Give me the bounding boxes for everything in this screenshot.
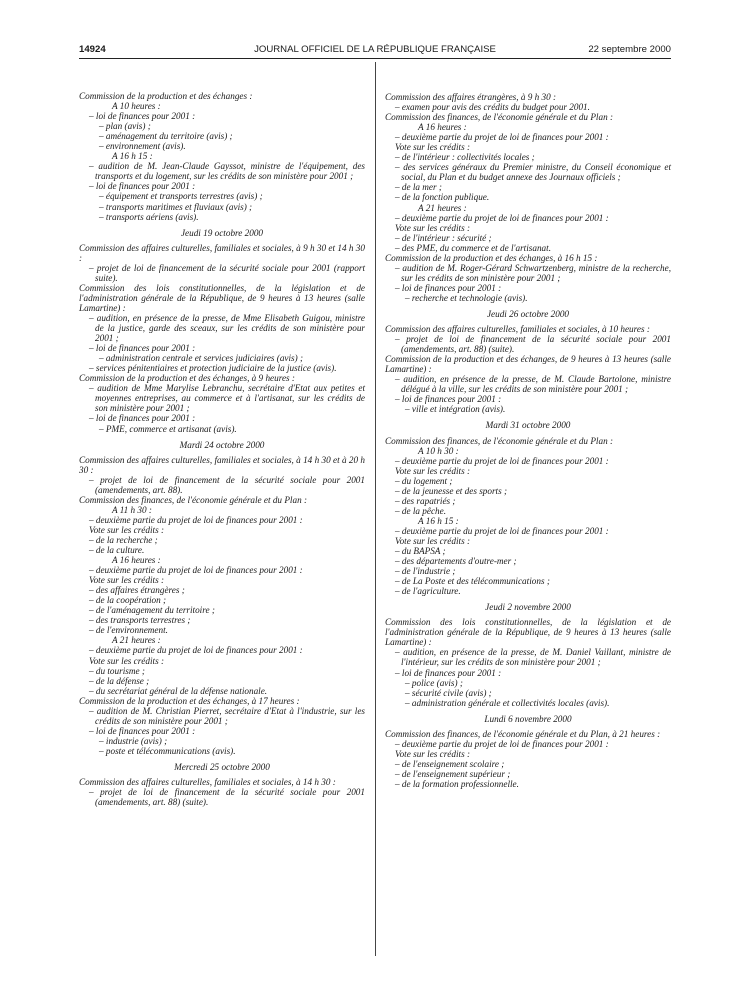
list-item: – de l'enseignement supérieur ; [395,768,511,779]
paragraph: Commission des finances, de l'économie générale et du Plan : [385,435,614,446]
time-heading: A 16 heures : [112,555,161,566]
date-heading: Mercredi 25 octobre 2000 [174,762,270,772]
list-item: – audition de M. Christian Pierret, secrétaire d'Etat à l'industrie, sur les crédits de son ministère pour 2001 ; [89,705,365,726]
list-item: Vote sur les crédits : [395,222,471,233]
paragraph: Commission des lois constitutionnelles, de la législation et de l'administration générale de la République, de 9 heures à 13 heures (salle Lamartine) : [79,282,365,313]
paragraph: Commission de la production et des échanges, de 9 heures à 13 heures (salle Lamartine) : [385,354,671,375]
list-item: – de l'intérieur : sécurité ; [395,232,492,243]
list-item: – projet de loi de financement de la sécurité sociale pour 2001 (rapport suite). [89,262,365,283]
list-item: – du secrétariat général de la défense nationale. [89,685,268,696]
page-number: 14924 [79,44,106,55]
list-item: – de l'aménagement du territoire ; [89,605,215,616]
list-item: – audition de M. Roger-Gérard Schwartzenberg, ministre de la recherche, sur les crédits de son ministère pour 2001 ; [395,262,671,283]
date-heading: Mardi 31 octobre 2000 [485,420,571,431]
list-item: – de l'agriculture. [395,586,461,597]
list-item: Vote sur les crédits : [395,142,471,153]
list-item: – loi de finances pour 2001 : [89,725,196,736]
sub-list-item: – police (avis) ; [405,677,463,688]
time-heading: A 16 heures : [418,122,467,133]
time-heading: A 16 h 15 : [112,151,153,162]
sub-list-item: – équipement et transports terrestres (avis) ; [99,191,263,202]
list-item: – des transports terrestres ; [89,615,191,626]
paragraph: Commission des finances, de l'économie générale et du Plan : [79,494,308,505]
list-item: Vote sur les crédits : [89,655,165,666]
list-item: – audition, en présence de la presse, de M. Claude Bartolone, ministre délégué à la ville, sur les crédits de son ministère pour 2001 ; [395,374,671,395]
issue-date: 22 septembre 2000 [588,44,671,55]
paragraph: Commission des affaires étrangères, à 9 h 30 : [385,92,557,102]
list-item: – de la fonction publique. [395,192,490,203]
list-item: – du logement ; [395,475,453,486]
paragraph: Commission de la production et des échanges, à 9 heures : [79,373,295,384]
date-heading: Lundi 6 novembre 2000 [484,713,572,724]
list-item: – de l'environnement. [89,625,168,636]
header-rule [79,58,671,59]
list-item: – des PME, du commerce et de l'artisanat. [395,242,551,253]
list-item: – projet de loi de financement de la sécurité sociale pour 2001 (amendements, art. 88). [89,474,365,495]
list-item: – de la recherche ; [89,534,158,545]
list-item: – de la mer ; [395,182,442,193]
list-item: – des affaires étrangères ; [89,585,185,596]
sub-list-item: – aménagement du territoire (avis) ; [99,131,233,142]
list-item: Vote sur les crédits : [89,524,165,535]
list-item: – loi de finances pour 2001 : [395,282,502,293]
list-item: – de la coopération ; [89,595,167,606]
list-item: – examen pour avis des crédits du budget pour 2001. [395,102,590,113]
list-item: Vote sur les crédits : [395,748,471,759]
list-item: – de l'intérieur : collectivités locales ; [395,152,535,163]
list-item: – des rapatriés ; [395,495,456,506]
list-item: – loi de finances pour 2001 : [395,394,502,405]
paragraph: Commission des lois constitutionnelles, de la législation et de l'administration générale de la République, de 9 heures à 13 heures (salle Lamartine) : [385,617,671,648]
paragraph: Commission des affaires culturelles, familiales et sociales, à 10 heures : [385,324,650,335]
list-item: – deuxième partie du projet de loi de finances pour 2001 : [395,738,609,749]
sub-list-item: – industrie (avis) ; [99,735,168,746]
paragraph: Commission des finances, de l'économie générale et du Plan : [385,112,614,123]
list-item: – projet de loi de financement de la sécurité sociale pour 2001 (amendements, art. 88) (suite). [89,787,365,808]
sub-list-item: – recherche et technologie (avis). [405,292,528,303]
paragraph: Commission de la production et des échanges, à 17 heures : [79,695,300,706]
list-item: – deuxième partie du projet de loi de finances pour 2001 : [89,645,303,656]
column-divider [375,62,376,956]
list-item: – deuxième partie du projet de loi de finances pour 2001 : [89,565,303,576]
paragraph: Commission des affaires culturelles, familiales et sociales, à 9 h 30 et 14 h 30 : [79,242,365,263]
sub-list-item: – poste et télécommunications (avis). [99,745,236,756]
sub-list-item: – sécurité civile (avis) ; [405,687,492,698]
date-heading: Jeudi 19 octobre 2000 [180,227,264,238]
time-heading: A 10 h 30 : [418,445,459,456]
list-item: Vote sur les crédits : [89,575,165,586]
list-item: – de la défense ; [89,675,150,686]
time-heading: A 21 heures : [418,202,467,213]
sub-list-item: – PME, commerce et artisanat (avis). [99,423,237,434]
paragraph: Commission de la production et des échanges : [79,91,253,101]
list-item: Vote sur les crédits : [395,465,471,476]
list-item: – de La Poste et des télécommunications ; [395,576,550,587]
list-item: – des services généraux du Premier ministre, du Conseil économique et social, du Plan et du budget annexe des Journaux officiels ; [395,162,671,183]
list-item: – loi de finances pour 2001 : [395,667,502,678]
left-column [79,91,365,807]
date-heading: Jeudi 26 octobre 2000 [486,308,570,319]
time-heading: A 11 h 30 : [112,504,152,515]
list-item: – projet de loi de financement de la sécurité sociale pour 2001 (amendements, art. 88) (suite). [395,334,671,355]
sub-list-item: – transports maritimes et fluviaux (avis) ; [99,201,253,212]
date-heading: Mardi 24 octobre 2000 [179,439,265,450]
list-item: – deuxième partie du projet de loi de finances pour 2001 : [395,455,609,466]
paragraph: Commission de la production et des échanges, à 16 h 15 : [385,252,598,263]
date-heading: Jeudi 2 novembre 2000 [485,602,571,613]
list-item: – de la pêche. [395,505,447,516]
sub-list-item: – ville et intégration (avis). [405,404,506,415]
list-item: – deuxième partie du projet de loi de finances pour 2001 : [395,212,609,223]
list-item: – loi de finances pour 2001 : [89,111,196,122]
list-item: – loi de finances pour 2001 : [89,181,196,192]
time-heading: A 16 h 15 : [418,515,459,526]
list-item: – de la formation professionnelle. [395,779,519,789]
list-item: – deuxième partie du projet de loi de finances pour 2001 : [89,514,303,525]
list-item: – loi de finances pour 2001 : [89,343,196,354]
list-item: – services pénitentiaires et protection judiciaire de la justice (avis). [89,363,337,374]
sub-list-item: – administration centrale et services judiciaires (avis) ; [99,353,304,364]
sub-list-item: – plan (avis) ; [99,121,151,132]
sub-list-item: – transports aériens (avis). [99,211,199,222]
list-item: – deuxième partie du projet de loi de finances pour 2001 : [395,132,609,143]
list-item: – audition, en présence de la presse, de Mme Elisabeth Guigou, ministre de la justice, garde des sceaux, sur les crédits de son ministère pour 2001 ; [89,312,365,344]
list-item: – audition de M. Jean-Claude Gayssot, ministre de l'équipement, des transports et du logement, sur les crédits de son ministère pour 2001 ; [89,161,365,182]
list-item: – audition, en présence de la presse, de M. Daniel Vaillant, ministre de l'intérieur, sur les crédits de son ministère pour 2001 ; [395,647,671,668]
list-item: – des départements d'outre-mer ; [395,556,517,567]
right-column [385,92,671,789]
sub-list-item: – administration générale et collectivités locales (avis). [405,697,610,708]
sub-list-item: – environnement (avis). [99,141,186,152]
list-item: – audition de Mme Marylise Lebranchu, secrétaire d'Etat aux petites et moyennes entreprises, au commerce et à l'artisanat, sur les crédits de son ministère pour 2001 ; [89,383,365,414]
list-item: – du BAPSA ; [395,546,446,557]
paragraph: Commission des affaires culturelles, familiales et sociales, à 14 h 30 : [79,777,336,788]
list-item: – de l'enseignement scolaire ; [395,758,505,769]
paragraph: Commission des finances, de l'économie générale et du Plan, à 21 heures : [385,728,661,739]
list-item: – loi de finances pour 2001 : [89,413,196,424]
list-item: – deuxième partie du projet de loi de finances pour 2001 : [395,525,609,536]
list-item: – de la jeunesse et des sports ; [395,485,508,496]
page-header [79,44,671,58]
list-item: Vote sur les crédits : [395,535,471,546]
time-heading: A 10 heures : [112,101,161,112]
list-item: – du tourisme ; [89,665,145,676]
list-item: – de la culture. [89,545,145,556]
time-heading: A 21 heures : [112,635,161,646]
list-item: – de l'industrie ; [395,566,456,577]
journal-title: JOURNAL OFFICIEL DE LA RÉPUBLIQUE FRANÇAISE [254,44,496,55]
paragraph: Commission des affaires culturelles, familiales et sociales, à 14 h 30 et à 20 h 30 : [79,454,365,475]
